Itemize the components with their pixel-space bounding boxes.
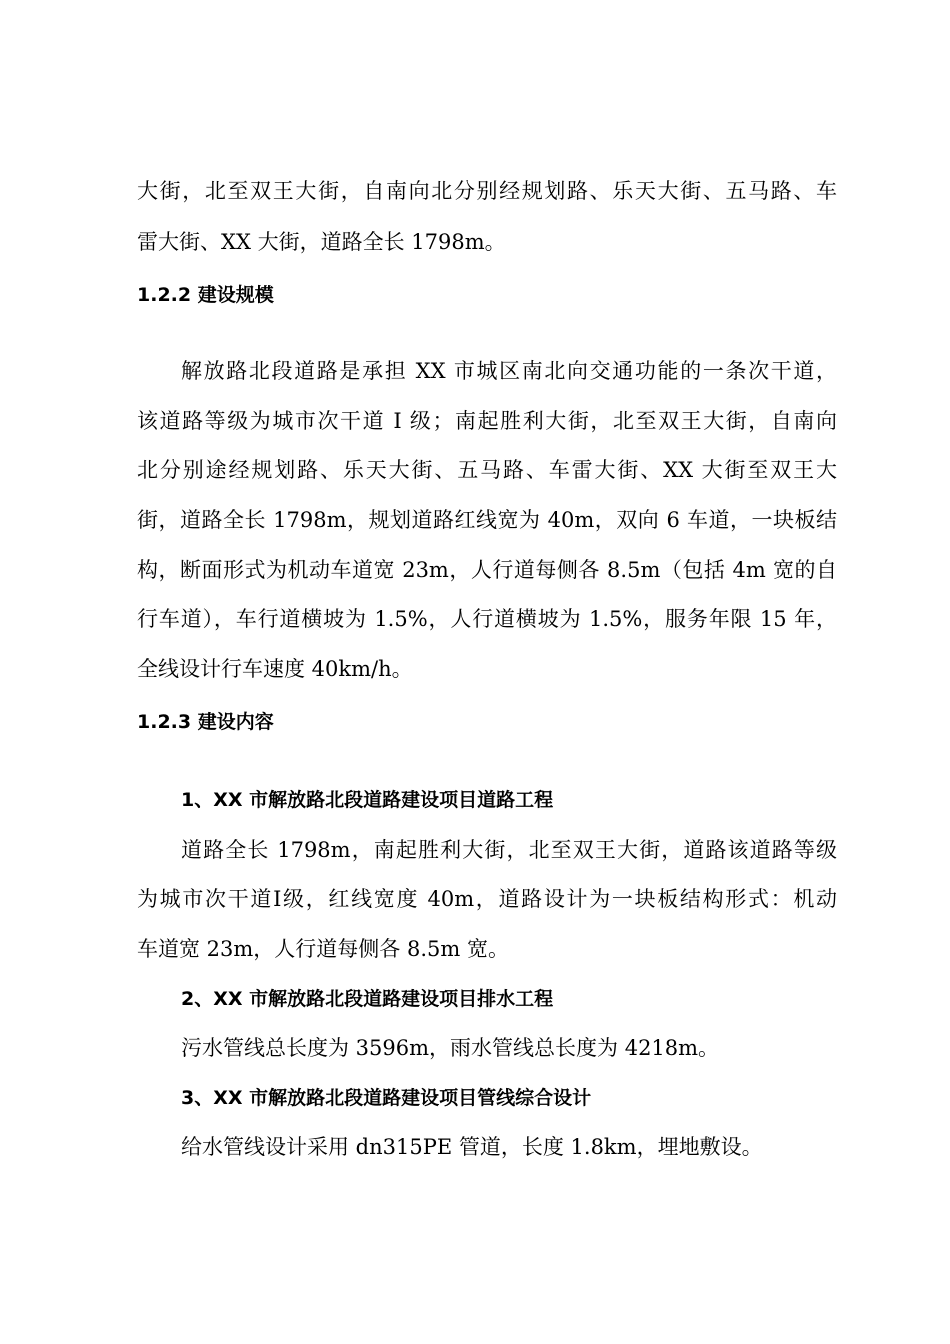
- item-1-line-2: 为城市次干道Ⅰ级，红线宽度 40m，道路设计为一块板结构形式：机动: [137, 887, 837, 911]
- section-heading-1-2-2: 1.2.2 建设规模: [137, 284, 274, 306]
- scale-line-5: 构，断面形式为机动车道宽 23m，人行道每侧各 8.5m（包括 4m 宽的自: [137, 558, 837, 582]
- item-2-line-1: 污水管线总长度为 3596m，雨水管线总长度为 4218m。: [181, 1036, 720, 1060]
- intro-line-2: 雷大街、XX 大街，道路全长 1798m。: [137, 230, 506, 254]
- item-1-title: 1、XX 市解放路北段道路建设项目道路工程: [181, 789, 554, 811]
- scale-line-3: 北分别途经规划路、乐天大街、五马路、车雷大街、XX 大街至双王大: [137, 458, 837, 482]
- scale-line-4: 街，道路全长 1798m，规划道路红线宽为 40m，双向 6 车道，一块板结: [137, 508, 837, 532]
- item-2-title: 2、XX 市解放路北段道路建设项目排水工程: [181, 988, 554, 1010]
- section-heading-1-2-3: 1.2.3 建设内容: [137, 711, 274, 733]
- item-1-line-3: 车道宽 23m，人行道每侧各 8.5m 宽。: [137, 937, 509, 961]
- item-1-line-1: 道路全长 1798m，南起胜利大街，北至双王大街，道路该道路等级: [181, 838, 837, 862]
- scale-line-6: 行车道），车行道横坡为 1.5%，人行道横坡为 1.5%，服务年限 15 年，: [137, 607, 837, 631]
- intro-line-1: 大街，北至双王大街，自南向北分别经规划路、乐天大街、五马路、车: [137, 179, 837, 203]
- item-3-title: 3、XX 市解放路北段道路建设项目管线综合设计: [181, 1087, 592, 1109]
- scale-line-1: 解放路北段道路是承担 XX 市城区南北向交通功能的一条次干道，: [181, 359, 837, 383]
- item-3-line-1: 给水管线设计采用 dn315PE 管道，长度 1.8km，埋地敷设。: [181, 1135, 763, 1159]
- scale-line-7: 全线设计行车速度 40km/h。: [137, 657, 413, 681]
- scale-line-2: 该道路等级为城市次干道 I 级；南起胜利大街，北至双王大街，自南向: [137, 409, 837, 433]
